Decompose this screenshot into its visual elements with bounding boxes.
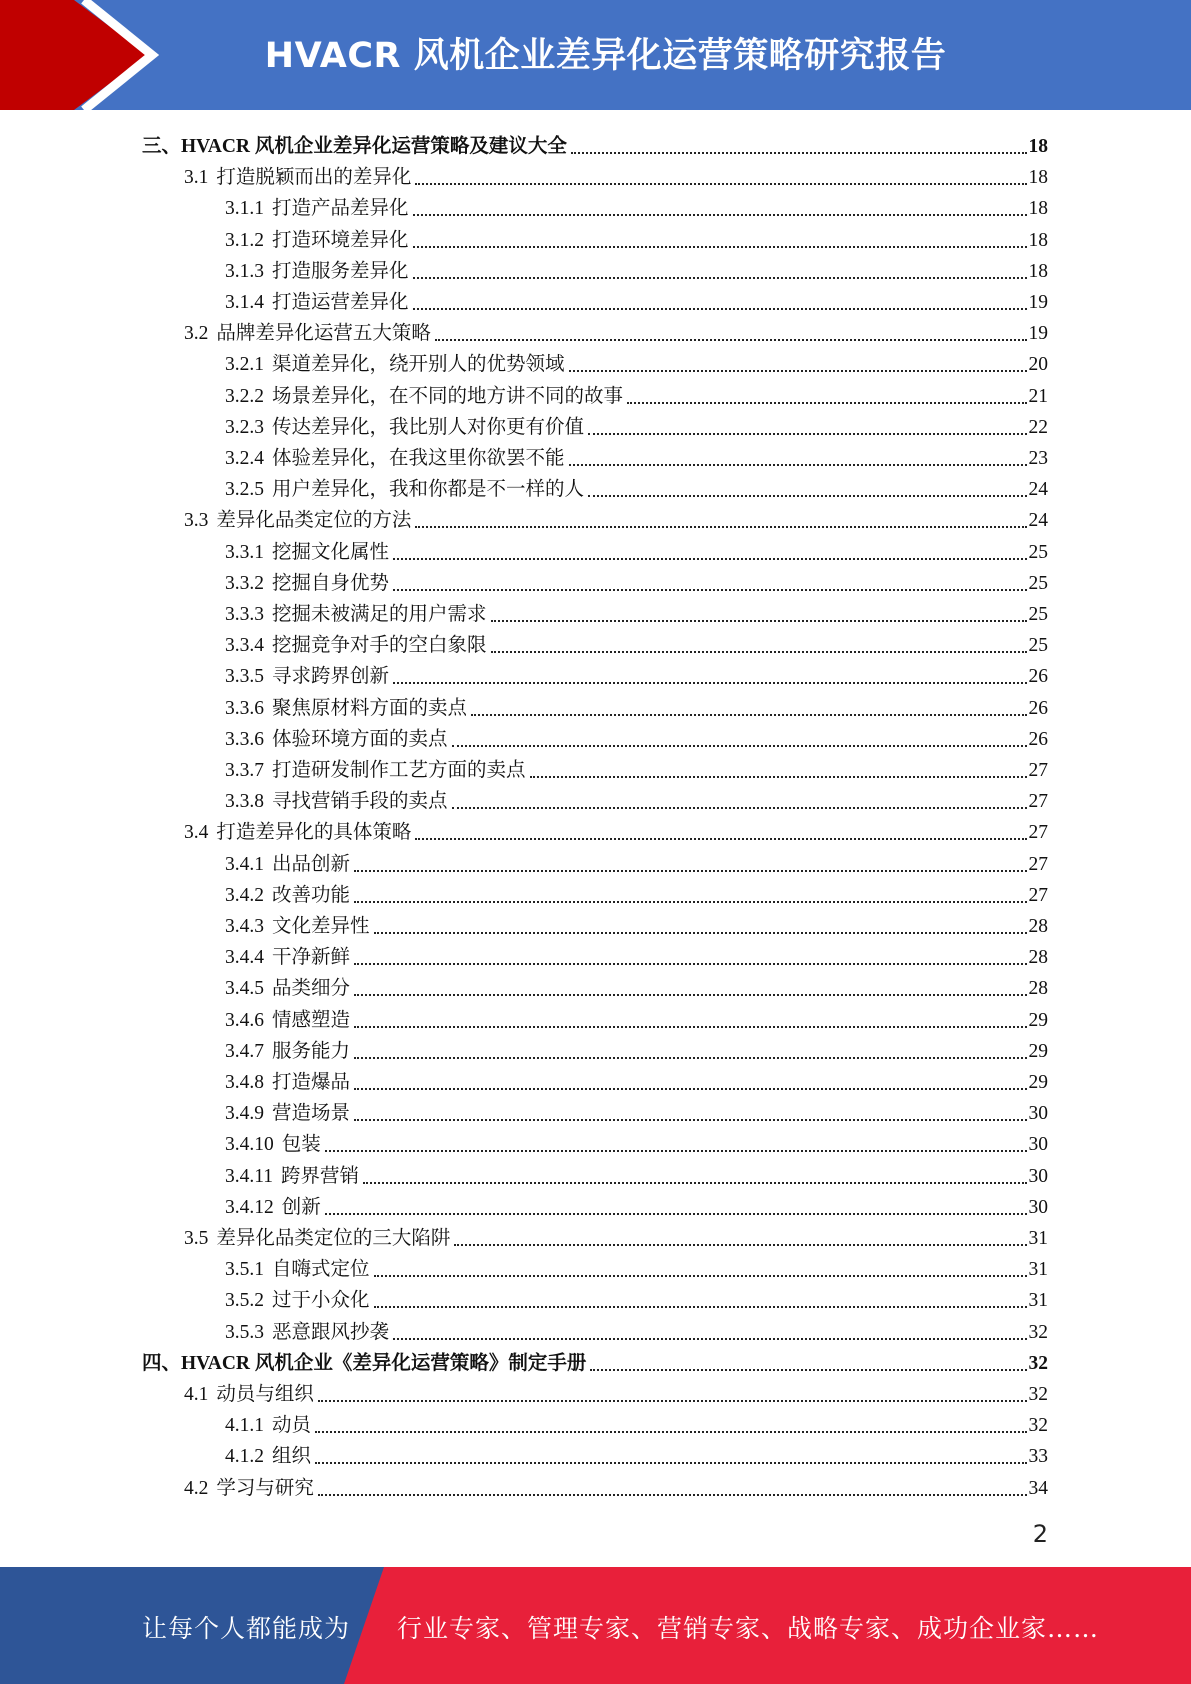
toc-entry-number: 3.3.7 <box>225 760 264 781</box>
toc-page-number: 29 <box>1028 1072 1048 1093</box>
footer-slogan-left: 让每个人都能成为 <box>142 1614 351 1643</box>
toc-subsection-entry[interactable] <box>225 253 1048 284</box>
toc-entry-number: 4.1 <box>184 1384 209 1405</box>
toc-entry-number: 3.1.2 <box>225 229 264 251</box>
toc-entry-title: 包装 <box>281 1134 321 1156</box>
toc-entry-title: 打造产品差异化 <box>272 198 409 220</box>
toc-entry-number: 4.2 <box>184 1477 209 1499</box>
toc-page-number: 26 <box>1028 666 1048 688</box>
toc-dot-leader <box>491 619 1027 622</box>
toc-dot-leader <box>393 557 1026 560</box>
toc-subsection-entry[interactable] <box>225 378 1048 409</box>
toc-subsection-entry[interactable] <box>225 752 1048 783</box>
toc-entry-title: 挖掘自身优势 <box>272 572 390 594</box>
toc-entry-number: 3.4.11 <box>225 1165 274 1187</box>
toc-entry-number: 3.5.2 <box>225 1290 264 1312</box>
toc-page-number: 29 <box>1028 1040 1048 1062</box>
toc-page-number: 24 <box>1028 479 1048 501</box>
toc-subsection-entry[interactable] <box>225 721 1048 752</box>
toc-subsection-entry[interactable] <box>225 1126 1048 1157</box>
toc-subsection-entry[interactable] <box>225 222 1048 253</box>
toc-dot-leader <box>318 1493 1027 1496</box>
toc-entry-title: 过于小众化 <box>272 1290 370 1312</box>
toc-entry-number: 3.3.1 <box>225 541 264 563</box>
toc-dot-leader <box>354 962 1026 965</box>
toc-entry-title: 干净新鲜 <box>272 947 351 969</box>
toc-entry-title: 挖掘文化属性 <box>272 541 390 563</box>
toc-page-number: 27 <box>1028 791 1048 813</box>
toc-subsection-entry[interactable] <box>225 1282 1048 1313</box>
toc-entry-label <box>225 1445 311 1469</box>
toc-entry-number: 3.4.12 <box>225 1196 274 1218</box>
toc-entry-title: 寻找营销手段的卖点 <box>272 791 448 813</box>
toc-subsection-entry[interactable] <box>225 877 1048 908</box>
toc-subsection-entry[interactable] <box>225 190 1048 221</box>
header-banner <box>0 0 1191 110</box>
toc-page-number: 27 <box>1028 853 1048 875</box>
toc-entry-number: 3.4.3 <box>225 916 264 937</box>
toc-page-number: 31 <box>1028 1259 1048 1281</box>
toc-entry-number: 3.1.3 <box>225 260 264 282</box>
toc-subsection-entry[interactable] <box>225 1158 1048 1189</box>
toc-page-number: 31 <box>1028 1290 1048 1312</box>
toc-subsection-entry[interactable] <box>225 1314 1048 1345</box>
toc-entry-title: 文化差异性 <box>272 916 370 937</box>
toc-section-entry[interactable] <box>184 1376 1048 1407</box>
toc-entry-title: 组织 <box>272 1446 312 1468</box>
toc-page-number: 30 <box>1028 1103 1048 1125</box>
toc-entry-label <box>225 353 565 377</box>
toc-entry-number: 3.4.4 <box>225 947 264 969</box>
toc-subsection-entry[interactable] <box>225 1438 1048 1469</box>
toc-page-number: 19 <box>1028 292 1048 313</box>
toc-dot-leader <box>627 401 1026 404</box>
toc-dot-leader <box>471 713 1026 716</box>
toc-dot-leader <box>354 869 1026 872</box>
toc-entry-label <box>225 572 389 596</box>
toc-entry-label <box>225 697 467 721</box>
toc-entry-title: 自嗨式定位 <box>272 1259 370 1281</box>
toc-entry-title: 恶意跟风抄袭 <box>272 1321 390 1343</box>
toc-entry-title: 传达差异化，我比别人对你更有价值 <box>272 416 585 438</box>
toc-dot-leader <box>413 307 1027 310</box>
toc-entry-title: HVACR 风机企业差异化运营策略及建议大全 <box>181 136 567 157</box>
toc-entry-label <box>225 853 350 877</box>
toc-entry-number: 3.4.1 <box>225 853 264 875</box>
footer-banner <box>0 1567 1191 1684</box>
toc-entry-label <box>225 634 487 658</box>
toc-subsection-entry[interactable] <box>225 565 1048 596</box>
toc-page-number: 28 <box>1028 947 1048 969</box>
toc-entry-title: 聚焦原材料方面的卖点 <box>272 697 468 719</box>
toc-entry-number: 3.3.4 <box>225 635 264 657</box>
toc-entry-label <box>225 416 584 440</box>
footer-slogan-right: 行业专家、管理专家、营销专家、战略专家、成功企业家…… <box>397 1614 1100 1643</box>
toc-dot-leader <box>415 837 1026 840</box>
toc-entry-label <box>225 229 409 253</box>
toc-dot-leader <box>415 525 1026 528</box>
toc-page-number: 26 <box>1028 728 1048 750</box>
toc-page-number: 30 <box>1028 1165 1048 1187</box>
toc-section-entry[interactable] <box>184 1470 1048 1501</box>
toc-page-number: 30 <box>1028 1134 1048 1156</box>
toc-entry-label <box>225 728 448 752</box>
page-number: 2 <box>1032 1520 1048 1548</box>
toc-page-number: 34 <box>1028 1477 1048 1499</box>
toc-entry-title: 动员 <box>272 1415 312 1437</box>
toc-entry-label <box>225 1102 350 1126</box>
toc-dot-leader <box>452 806 1027 809</box>
toc-subsection-entry[interactable] <box>225 1251 1048 1282</box>
toc-dot-leader <box>571 151 1027 154</box>
toc-dot-leader <box>569 463 1027 466</box>
toc-page-number: 27 <box>1028 760 1048 781</box>
toc-entry-title: 打造运营差异化 <box>272 292 409 313</box>
toc-page-number: 19 <box>1028 323 1048 345</box>
toc-page-number: 29 <box>1028 1009 1048 1031</box>
toc-dot-leader <box>393 588 1026 591</box>
toc-page-number: 18 <box>1028 260 1048 282</box>
toc-section-entry[interactable] <box>184 814 1048 845</box>
toc-entry-label <box>225 915 370 939</box>
toc-entry-number: 3.2.2 <box>225 385 264 407</box>
toc-entry-label <box>225 1289 370 1313</box>
toc-entry-title: 用户差异化，我和你都是不一样的人 <box>272 479 585 501</box>
toc-subsection-entry[interactable] <box>225 783 1048 814</box>
toc-dot-leader <box>413 276 1027 279</box>
toc-entry-title: HVACR 风机企业《差异化运营策略》制定手册 <box>181 1352 587 1374</box>
toc-entry-title: 打造研发制作工艺方面的卖点 <box>272 760 526 781</box>
toc-entry-label <box>225 1321 389 1345</box>
toc-dot-leader <box>393 1337 1026 1340</box>
toc-entry-label <box>225 260 409 284</box>
toc-entry-label <box>184 509 411 533</box>
toc-subsection-entry[interactable] <box>225 534 1048 565</box>
toc-entry-number: 3.4.10 <box>225 1134 274 1156</box>
toc-entry-label <box>225 1165 359 1189</box>
toc-subsection-entry[interactable] <box>225 409 1048 440</box>
toc-page-number: 25 <box>1028 541 1048 563</box>
toc-page-number: 22 <box>1028 416 1048 438</box>
toc-dot-leader <box>452 744 1027 747</box>
toc-entry-title: 打造服务差异化 <box>272 260 409 282</box>
toc-entry-title: 打造环境差异化 <box>272 229 409 251</box>
toc-page-number: 32 <box>1028 1352 1048 1374</box>
document-title: HVACR 风机企业差异化运营策略研究报告 <box>264 36 947 76</box>
toc-entry-label <box>225 385 623 409</box>
toc-entry-title: 服务能力 <box>272 1040 351 1062</box>
toc-entry-label <box>142 135 567 159</box>
toc-dot-leader <box>491 650 1027 653</box>
toc-entry-number: 3.5.3 <box>225 1321 264 1343</box>
toc-dot-leader <box>354 1056 1026 1059</box>
toc-entry-number: 3.4 <box>184 822 209 844</box>
toc-entry-label <box>225 946 350 970</box>
toc-entry-number: 3.3 <box>184 510 209 532</box>
toc-page-number: 27 <box>1028 822 1048 844</box>
toc-dot-leader <box>435 338 1027 341</box>
toc-entry-title: 挖掘未被满足的用户需求 <box>272 604 487 625</box>
toc-entry-title: 改善功能 <box>272 884 351 906</box>
toc-dot-leader <box>590 1368 1026 1371</box>
toc-chapter-entry[interactable] <box>142 1345 1048 1376</box>
toc-entry-number: 4.1.2 <box>225 1446 264 1468</box>
toc-dot-leader <box>413 245 1027 248</box>
toc-entry-title: 创新 <box>281 1196 321 1218</box>
toc-entry-number: 3.2 <box>184 323 209 345</box>
toc-dot-leader <box>354 1025 1026 1028</box>
toc-dot-leader <box>588 432 1026 435</box>
toc-section-entry[interactable] <box>184 502 1048 533</box>
toc-dot-leader <box>325 1212 1027 1215</box>
toc-entry-title: 动员与组织 <box>216 1384 314 1405</box>
toc-entry-number: 3.2.5 <box>225 479 264 501</box>
toc-entry-title: 挖掘竞争对手的空白象限 <box>272 635 487 657</box>
toc-page-number: 20 <box>1028 354 1048 376</box>
toc-page-number: 18 <box>1028 229 1048 251</box>
toc-entry-number: 3.3.6 <box>225 728 264 750</box>
toc-entry-number: 3.2.4 <box>225 448 264 469</box>
toc-entry-title: 学习与研究 <box>216 1477 314 1499</box>
toc-entry-number: 3.3.2 <box>225 572 264 594</box>
toc-page-number: 18 <box>1028 136 1048 157</box>
toc-dot-leader <box>374 1274 1027 1277</box>
toc-page-number: 25 <box>1028 572 1048 594</box>
toc-entry-label <box>225 759 526 783</box>
toc-entry-number: 3.5 <box>184 1228 209 1249</box>
toc-entry-label <box>184 322 431 346</box>
toc-subsection-entry[interactable] <box>225 1189 1048 1220</box>
toc-entry-label <box>225 665 389 689</box>
toc-subsection-entry[interactable] <box>225 1002 1048 1033</box>
toc-entry-label <box>142 1352 586 1376</box>
toc-entry-number: 三、 <box>142 136 182 157</box>
toc-subsection-entry[interactable] <box>225 690 1048 721</box>
toc-page-number: 25 <box>1028 604 1048 625</box>
toc-entry-label <box>225 1133 321 1157</box>
toc-entry-number: 3.3.8 <box>225 791 264 813</box>
toc-subsection-entry[interactable] <box>225 627 1048 658</box>
toc-entry-title: 品牌差异化运营五大策略 <box>216 323 431 345</box>
toc-entry-label <box>225 478 584 502</box>
toc-page-number: 32 <box>1028 1415 1048 1437</box>
toc-entry-label <box>225 884 350 908</box>
toc-page-number: 18 <box>1028 198 1048 220</box>
toc-entry-title: 跨界营销 <box>281 1165 360 1187</box>
toc-entry-label <box>184 1383 314 1407</box>
toc-dot-leader <box>354 900 1026 903</box>
toc-entry-number: 3.3.3 <box>225 604 264 625</box>
toc-entry-label <box>184 166 411 190</box>
toc-entry-title: 打造差异化的具体策略 <box>216 822 412 844</box>
toc-dot-leader <box>363 1181 1026 1184</box>
toc-page-number: 21 <box>1028 385 1048 407</box>
toc-entry-title: 体验环境方面的卖点 <box>272 728 448 750</box>
toc-entry-number: 4.1.1 <box>225 1415 264 1437</box>
toc-entry-number: 3.4.6 <box>225 1009 264 1031</box>
toc-subsection-entry[interactable] <box>225 440 1048 471</box>
toc-subsection-entry[interactable] <box>225 1407 1048 1438</box>
toc-entry-title: 体验差异化，在我这里你欲罢不能 <box>272 448 565 469</box>
toc-page-number: 26 <box>1028 697 1048 719</box>
toc-subsection-entry[interactable] <box>225 1095 1048 1126</box>
toc-entry-label <box>225 603 487 627</box>
toc-subsection-entry[interactable] <box>225 846 1048 877</box>
toc-subsection-entry[interactable] <box>225 970 1048 1001</box>
toc-entry-label <box>225 197 409 221</box>
toc-entry-label <box>225 1414 311 1438</box>
toc-dot-leader <box>374 931 1027 934</box>
toc-entry-title: 差异化品类定位的三大陷阱 <box>216 1228 451 1249</box>
toc-dot-leader <box>588 494 1026 497</box>
toc-entry-number: 3.3.6 <box>225 697 264 719</box>
toc-entry-title: 渠道差异化，绕开别人的优势领域 <box>272 354 565 376</box>
toc-page-number: 28 <box>1028 916 1048 937</box>
toc-entry-number: 3.1.1 <box>225 198 264 220</box>
toc-section-entry[interactable] <box>184 1220 1048 1251</box>
toc-page-number: 32 <box>1028 1384 1048 1405</box>
toc-entry-label <box>225 790 448 814</box>
toc-page-number: 33 <box>1028 1446 1048 1468</box>
toc-entry-number: 四、 <box>142 1352 182 1374</box>
toc-page-number: 24 <box>1028 510 1048 532</box>
toc-entry-number: 3.1 <box>184 167 209 189</box>
toc-chapter-entry[interactable] <box>142 128 1048 159</box>
toc-entry-label <box>225 977 350 1001</box>
toc-entry-title: 场景差异化，在不同的地方讲不同的故事 <box>272 385 624 407</box>
toc-entry-label <box>225 1258 370 1282</box>
toc-page-number: 27 <box>1028 884 1048 906</box>
toc-entry-label <box>225 1071 350 1095</box>
toc-dot-leader <box>569 369 1027 372</box>
toc-entry-number: 3.4.2 <box>225 884 264 906</box>
toc-entry-label <box>225 541 389 565</box>
toc-page-number: 23 <box>1028 448 1048 469</box>
toc-dot-leader <box>318 1399 1027 1402</box>
toc-entry-number: 3.1.4 <box>225 292 264 313</box>
toc-entry-title: 寻求跨界创新 <box>272 666 390 688</box>
toc-entry-label <box>184 1227 450 1251</box>
toc-entry-title: 打造脱颖而出的差异化 <box>216 167 412 189</box>
toc-dot-leader <box>393 681 1026 684</box>
toc-subsection-entry[interactable] <box>225 908 1048 939</box>
toc-entry-number: 3.4.9 <box>225 1103 264 1125</box>
toc-entry-label <box>225 1196 321 1220</box>
toc-subsection-entry[interactable] <box>225 1033 1048 1064</box>
toc-page-number: 31 <box>1028 1228 1048 1249</box>
toc-entry-number: 3.4.7 <box>225 1040 264 1062</box>
toc-dot-leader <box>415 182 1026 185</box>
toc-entry-title: 品类细分 <box>272 978 351 1000</box>
toc-subsection-entry[interactable] <box>225 346 1048 377</box>
toc-subsection-entry[interactable] <box>225 1064 1048 1095</box>
toc-entry-number: 3.5.1 <box>225 1259 264 1281</box>
toc-dot-leader <box>374 1305 1027 1308</box>
toc-page-number: 30 <box>1028 1196 1048 1218</box>
toc-entry-label <box>225 291 409 315</box>
toc-entry-label <box>184 1477 314 1501</box>
toc-entry-number: 3.3.5 <box>225 666 264 688</box>
toc-page-number: 25 <box>1028 635 1048 657</box>
toc-dot-leader <box>413 213 1027 216</box>
toc-entry-title: 出品创新 <box>272 853 351 875</box>
toc-entry-number: 3.4.5 <box>225 978 264 1000</box>
toc-entry-number: 3.2.1 <box>225 354 264 376</box>
toc-dot-leader <box>454 1243 1026 1246</box>
toc-entry-title: 打造爆品 <box>272 1072 351 1093</box>
toc-dot-leader <box>354 1118 1026 1121</box>
toc-dot-leader <box>354 1087 1026 1090</box>
toc-dot-leader <box>354 993 1026 996</box>
toc-page-number: 32 <box>1028 1321 1048 1343</box>
toc-entry-title: 情感塑造 <box>272 1009 351 1031</box>
toc-entry-label <box>184 821 411 845</box>
toc-entry-label <box>225 447 565 471</box>
toc-dot-leader <box>315 1430 1026 1433</box>
toc-dot-leader <box>315 1461 1026 1464</box>
toc-section-entry[interactable] <box>184 315 1048 346</box>
toc-dot-leader <box>530 775 1027 778</box>
toc-entry-number: 3.2.3 <box>225 416 264 438</box>
toc-subsection-entry[interactable] <box>225 284 1048 315</box>
toc-dot-leader <box>325 1149 1027 1152</box>
toc-subsection-entry[interactable] <box>225 939 1048 970</box>
toc-entry-title: 营造场景 <box>272 1103 351 1125</box>
toc-entry-label <box>225 1040 350 1064</box>
toc-subsection-entry[interactable] <box>225 471 1048 502</box>
toc-subsection-entry[interactable] <box>225 658 1048 689</box>
toc-subsection-entry[interactable] <box>225 596 1048 627</box>
toc-entry-number: 3.4.8 <box>225 1072 264 1093</box>
toc-entry-label <box>225 1009 350 1033</box>
toc-section-entry[interactable] <box>184 159 1048 190</box>
toc-page-number: 18 <box>1028 167 1048 189</box>
toc-page-number: 28 <box>1028 978 1048 1000</box>
toc-entry-title: 差异化品类定位的方法 <box>216 510 412 532</box>
